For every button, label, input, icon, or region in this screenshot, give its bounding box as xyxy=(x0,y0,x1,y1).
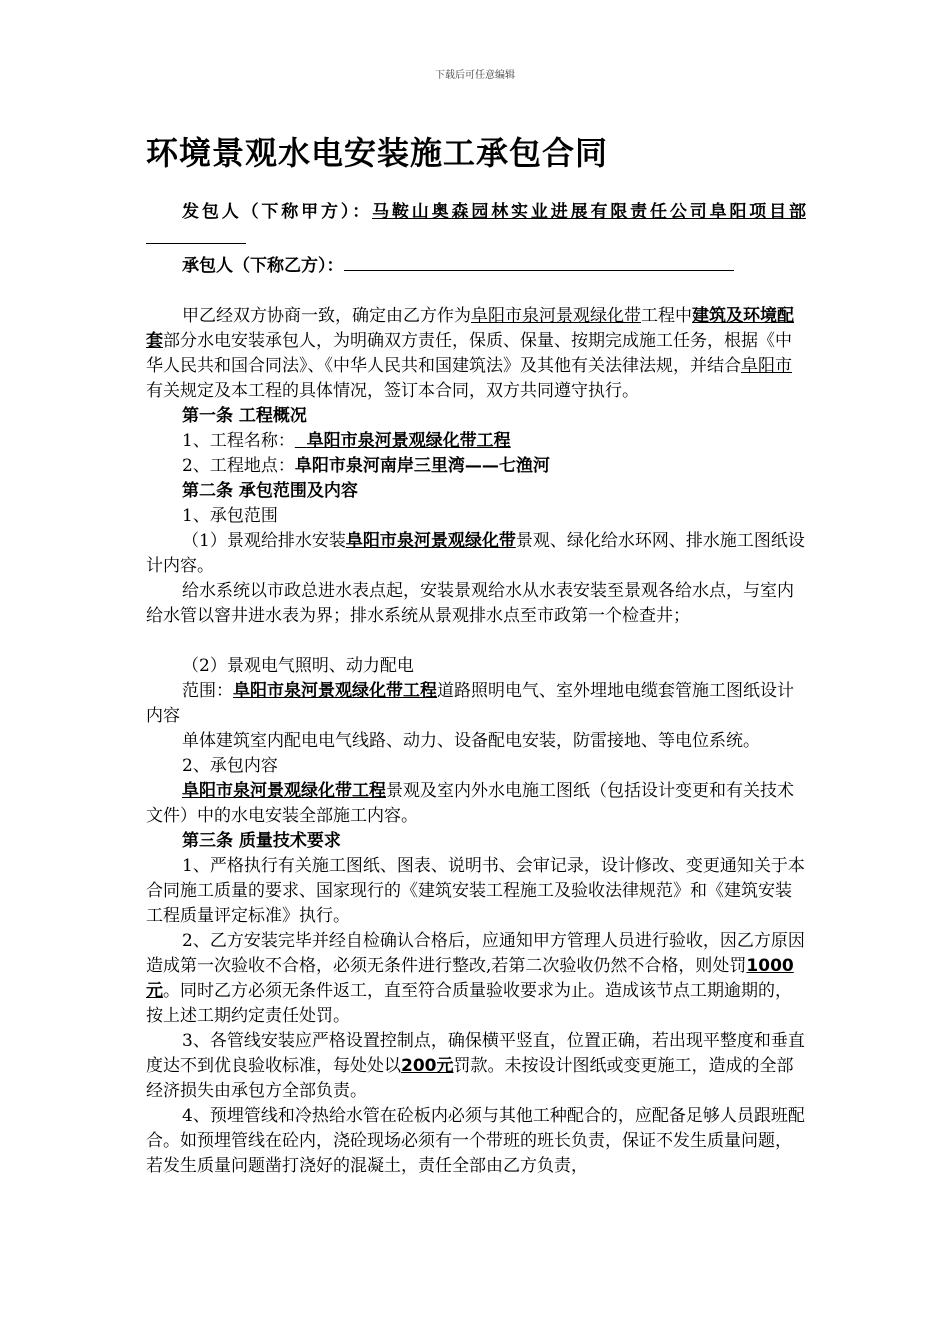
penalty-amount-1000: 1000元 xyxy=(146,956,794,1001)
indoor-electrical-paragraph: 单体建筑室内配电电气线路、动力、设备配电安装，防雷接地、等电位系统。 xyxy=(182,731,760,751)
party-b-blank[interactable] xyxy=(344,252,734,271)
scope-name: 建筑及环境配套 xyxy=(146,306,794,351)
scope-item-1: （1）景观给排水安装阜阳市泉河景观绿化带景观、绿化给水环网、排水施工图纸设计内容。 xyxy=(146,531,805,576)
party-a-line xyxy=(146,200,806,252)
party-a-underline xyxy=(146,225,246,244)
electrical-scope-paragraph: 范围：阜阳市泉河景观绿化带工程道路照明电气、室外埋地电缆套管施工图纸设计内容 xyxy=(146,681,794,726)
article-2-heading: 第二条 承包范围及内容 xyxy=(182,481,358,501)
quality-item-3: 3、各管线安装应严格设置控制点，确保横平竖直，位置正确，若出现平整度和垂直度达不到优良验收标准，每处处以200元罚款。未按设计图纸或变更施工，造成的全部经济损失由承包方全部负责。 xyxy=(146,1031,805,1101)
spacer xyxy=(146,279,806,304)
party-b-line xyxy=(146,252,806,279)
project-location-value: 阜阳市泉河南岸三里湾——七渔河 xyxy=(294,456,550,476)
penalty-amount-200: 200元 xyxy=(401,1056,454,1076)
quality-item-2: 2、乙方安装完毕并经自检确认合格后，应通知甲方管理人员进行验收，因乙方原因造成第一次验收不合格，必须无条件进行整改,若第二次验收仍然不合格，则处罚1000元。同时乙方必须无条件返工，直至符合质量验收要求为止。造成该节点工期逾期的，按上述工期约定责任处罚。 xyxy=(146,931,805,1026)
article-3-heading: 第三条 质量技术要求 xyxy=(182,831,341,851)
document-title: 环境景观水电安装施工承包合同 xyxy=(146,134,609,172)
party-b-label: 承包人（下称乙方）： xyxy=(182,256,344,276)
project-name-line: 1、工程名称： 阜阳市泉河景观绿化带工程 xyxy=(182,431,511,451)
project-name: 阜阳市泉河景观绿化带 xyxy=(471,306,641,326)
quality-item-1: 1、严格执行有关施工图纸、图表、说明书、会审记录，设计修改、变更通知关于本合同施工质量的要求、国家现行的《建筑安装工程施工及验收法律规范》和《建筑安装工程质量评定标准》执行。 xyxy=(146,856,805,926)
party-a-label: 发包人（下称甲方）： xyxy=(182,202,373,222)
party-a-value: 马鞍山奥森园林实业进展有限责任公司阜阳项目部 xyxy=(372,202,807,222)
content-paragraph: 阜阳市泉河景观绿化带工程景观及室内外水电施工图纸（包括设计变更和有关技术文件）中的水电安装全部施工内容。 xyxy=(146,781,794,826)
spacer xyxy=(146,629,806,654)
quality-item-4: 4、预埋管线和冷热给水管在砼板内必须与其他工种配合的，应配备足够人员跟班配合。如预埋管线在砼内，浇砼现场必须有一个带班的班长负责，保证不发生质量问题，若发生质量问题凿打浇好的混凝土，责任全部由乙方负责， xyxy=(146,1106,805,1176)
water-system-paragraph: 给水系统以市政总进水表点起，安装景观给水从水表安装至景观各给水点，与室内给水管以窨井进水表为界；排水系统从景观排水点至市政第一个检查井； xyxy=(146,581,794,626)
city-name: 阜阳市 xyxy=(741,356,792,376)
contract-body xyxy=(146,200,806,1179)
scope-heading: 1、承包范围 xyxy=(182,506,278,526)
intro-paragraph: 甲乙经双方协商一致，确定由乙方作为阜阳市泉河景观绿化带工程中建筑及环境配套部分水电安装承包人，为明确双方责任，保质、保量、按期完成施工任务，根据《中华人民共和国合同法》、《中华人民共和国建筑法》及其他有关法律法规，并结合阜阳市有关规定及本工程的具体情况，签订本合同，双方共同遵守执行。 xyxy=(146,306,794,401)
project-location-line: 2、工程地点：阜阳市泉河南岸三里湾——七渔河 xyxy=(182,456,550,476)
project-name-value: 阜阳市泉河景观绿化带工程 xyxy=(306,431,511,451)
content-heading: 2、承包内容 xyxy=(182,756,278,776)
scope-item-2: （2）景观电气照明、动力配电 xyxy=(182,656,414,676)
article-1-heading: 第一条 工程概况 xyxy=(182,406,307,426)
header-note: 下载后可任意编辑 xyxy=(435,70,515,81)
